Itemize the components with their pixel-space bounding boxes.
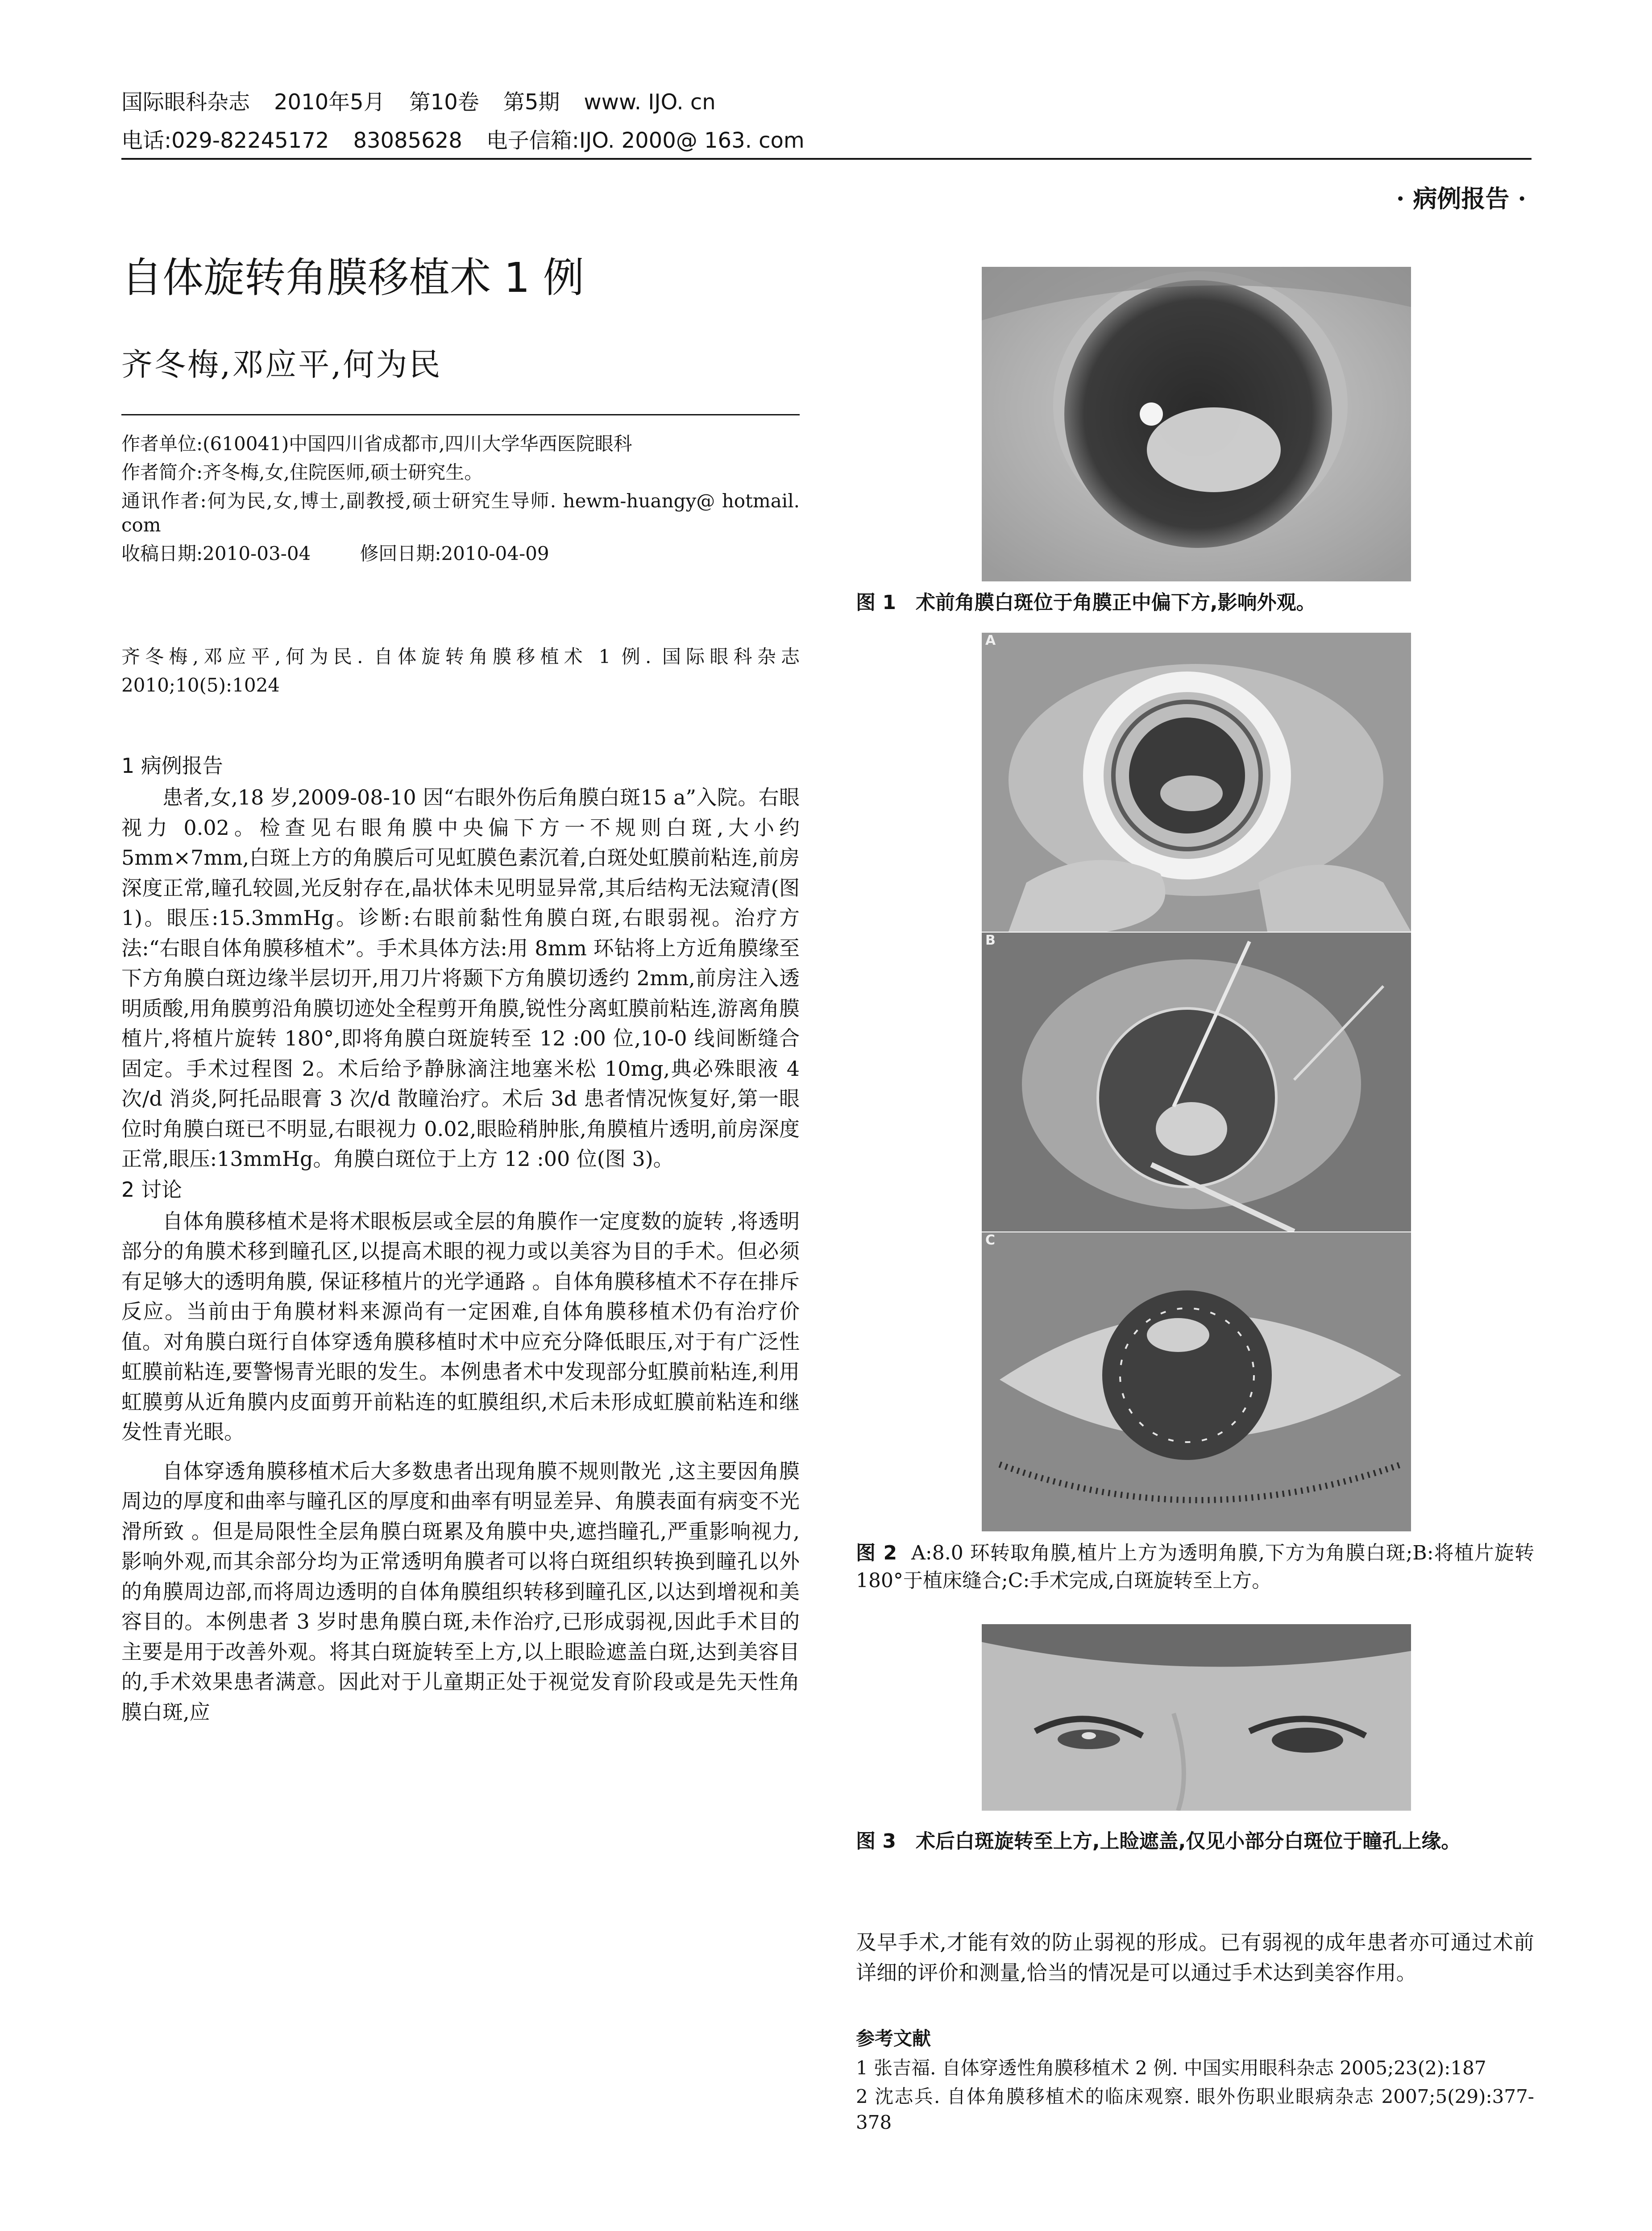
running-header-line2	[121, 128, 829, 153]
running-header-line1	[121, 89, 740, 115]
affiliation: 作者单位:(610041)中国四川省成都市,四川大学华西医院眼科	[121, 433, 632, 455]
left-column	[121, 752, 800, 1727]
journal-website: www. IJO. cn	[584, 90, 716, 115]
figure-1-caption-text: 术前角膜白斑位于角膜正中偏下方,影响外观。	[915, 591, 1316, 614]
citation: 齐冬梅,邓应平,何为民. 自体旋转角膜移植术 1 例. 国际眼科杂志 2010;10(5):1024	[121, 646, 800, 696]
figure-1-label: 图 1	[856, 591, 896, 614]
case-heading: 1 病例报告	[121, 754, 223, 778]
phone: 电话:029-82245172	[121, 128, 329, 153]
figure-2-panel-a-label: A	[985, 633, 996, 648]
figure-2b-photo	[982, 933, 1411, 1232]
author-bio: 作者简介:齐冬梅,女,住院医师,硕士研究生。	[121, 461, 483, 483]
article-title: 自体旋转角膜移植术 1 例	[121, 254, 585, 302]
journal-name: 国际眼科杂志	[121, 90, 250, 115]
discussion-paragraph-1: 自体角膜移植术是将术眼板层或全层的角膜作一定度数的旋转 ,将透明部分的角膜术移到瞳孔区,以提高术眼的视力或以美容为目的手术。但必须有足够大的透明角膜, 保证移植片的光学通路 。自体角膜移植术不存在排斥反应。当前由于角膜材料来源尚有一定困难,自体角膜移植术仍有治疗价值。对角膜白斑行自体穿透角膜移植时术中应充分降低眼压,对于有广泛性虹膜前粘连,要警惕青光眼的发生。本例患者术中发现部分虹膜前粘连,利用虹膜剪从近角膜内皮面剪开前粘连的虹膜组织,术后未形成虹膜前粘连和继发性青光眼。	[121, 1209, 800, 1444]
right-column-continuation	[856, 1928, 1534, 1988]
case-paragraph: 患者,女,18 岁,2009-08-10 因“右眼外伤后角膜白斑15 a”入院。右眼视力 0.02。检查见右眼角膜中央偏下方一不规则白斑,大小约 5mm×7mm,白斑上方的角膜后可见虹膜色素沉着,白斑处虹膜前粘连,前房深度正常,瞳孔较圆,光反射存在,晶状体未见明显异常,其后结构无法窥清(图 1)。眼压:15.3mmHg。诊断:右眼前黏性角膜白斑,右眼弱视。治疗方法:“右眼自体角膜移植术”。手术具体方法:用 8mm 环钻将上方近角膜缘至下方角膜白斑边缘半层切开,用刀片将颞下方角膜切透约 2mm,前房注入透明质酸,用角膜剪沿角膜切迹处全程剪开角膜,锐性分离虹膜前粘连,游离角膜植片,将植片旋转 180°,即将角膜白斑旋转至 12 :00 位,10-0 线间断缝合固定。手术过程图 2。术后给予静脉滴注地塞米松 10mg,典必殊眼液 4 次/d 消炎,阿托品眼膏 3 次/d 散瞳治疗。术后 3d 患者情况恢复好,第一眼位时角膜白斑已不明显,右眼视力 0.02,眼睑稍肿胀,角膜植片透明,前房深度正常,眼压:13mmHg。角膜白斑位于上方 12 :00 位(图 3)。	[121, 785, 800, 1171]
author-info	[121, 432, 800, 566]
email: 电子信箱:IJO. 2000@ 163. com	[486, 128, 805, 153]
article-authors: 齐冬梅,邓应平,何为民	[121, 346, 442, 383]
received-date: 收稿日期:2010-03-04	[121, 543, 311, 564]
eye-postop-surgery-image	[982, 1232, 1411, 1531]
figure-2-panel-c-label: C	[985, 1232, 996, 1248]
references	[856, 2026, 1534, 2136]
figure-3-caption	[856, 1828, 1534, 1855]
references-heading: 参考文献	[856, 2028, 931, 2049]
figure-1-photo	[982, 267, 1411, 581]
reference-item: 1 张吉福. 自体穿透性角膜移植术 2 例. 中国实用眼科杂志 2005;23(2):187	[856, 2057, 1486, 2079]
reference-item: 2 沈志兵. 自体角膜移植术的临床观察. 眼外伤职业眼病杂志 2007;5(29):377-378	[856, 2086, 1534, 2133]
issue-date: 2010年5月	[274, 90, 385, 115]
figure-2-caption	[856, 1539, 1534, 1595]
discussion-paragraph-2: 自体穿透角膜移植术后大多数患者出现角膜不规则散光 ,这主要因角膜周边的厚度和曲率与瞳孔区的厚度和曲率有明显差异、角膜表面有病变不光滑所致 。但是局限性全层角膜白斑累及角膜中央,遮挡瞳孔,严重影响视力,影响外观,而其余部分均为正常透明角膜者可以将白斑组织转换到瞳孔以外的角膜周边部,而将周边透明的自体角膜组织转移到瞳孔区,以达到增视和美容目的。本例患者 3 岁时患角膜白斑,未作治疗,已形成弱视,因此手术目的主要是用于改善外观。将其白斑旋转至上方,以上眼睑遮盖白斑,达到美容目的,手术效果患者满意。因此对于儿童期正处于视觉发育阶段或是先天性角膜白斑,应	[121, 1459, 800, 1724]
figure-2c-photo	[982, 1232, 1411, 1531]
figure-3-caption-text: 术后白斑旋转至上方,上睑遮盖,仅见小部分白斑位于瞳孔上缘。	[915, 1830, 1461, 1853]
issue-number: 第5期	[503, 90, 560, 115]
revised-date: 修回日期:2010-04-09	[360, 543, 549, 564]
figure-2-label: 图 2	[856, 1542, 897, 1564]
figure-2-caption-text: A:8.0 环转取角膜,植片上方为透明角膜,下方为角膜白斑;B:将植片旋转 180°于植床缝合;C:手术完成,白斑旋转至上方。	[856, 1542, 1535, 1592]
eye-suturing-image	[982, 933, 1411, 1232]
continuation-paragraph: 及早手术,才能有效的防止弱视的形成。已有弱视的成年患者亦可通过术前详细的评价和测量,恰当的情况是可以通过手术达到美容作用。	[856, 1930, 1534, 1985]
volume: 第10卷	[409, 90, 479, 115]
section-label: · 病例报告 ·	[1396, 184, 1526, 213]
dates	[121, 542, 800, 566]
figure-1-caption	[856, 589, 1534, 617]
figure-3-photo	[982, 1624, 1411, 1811]
header-rule	[121, 158, 1532, 160]
face-postop-image	[982, 1624, 1411, 1811]
figure-2a-photo	[982, 633, 1411, 932]
correspondence: 通讯作者:何为民,女,博士,副教授,硕士研究生导师. hewm-huangy@ hotmail. com	[121, 490, 800, 536]
title-rule	[121, 414, 800, 415]
eye-trephine-image	[982, 633, 1411, 932]
figure-2-panel-b-label: B	[985, 933, 996, 948]
eye-preop-image	[982, 267, 1411, 581]
discussion-heading: 2 讨论	[121, 1177, 182, 1202]
figure-3-label: 图 3	[856, 1830, 896, 1853]
phone-2: 83085628	[353, 128, 462, 153]
